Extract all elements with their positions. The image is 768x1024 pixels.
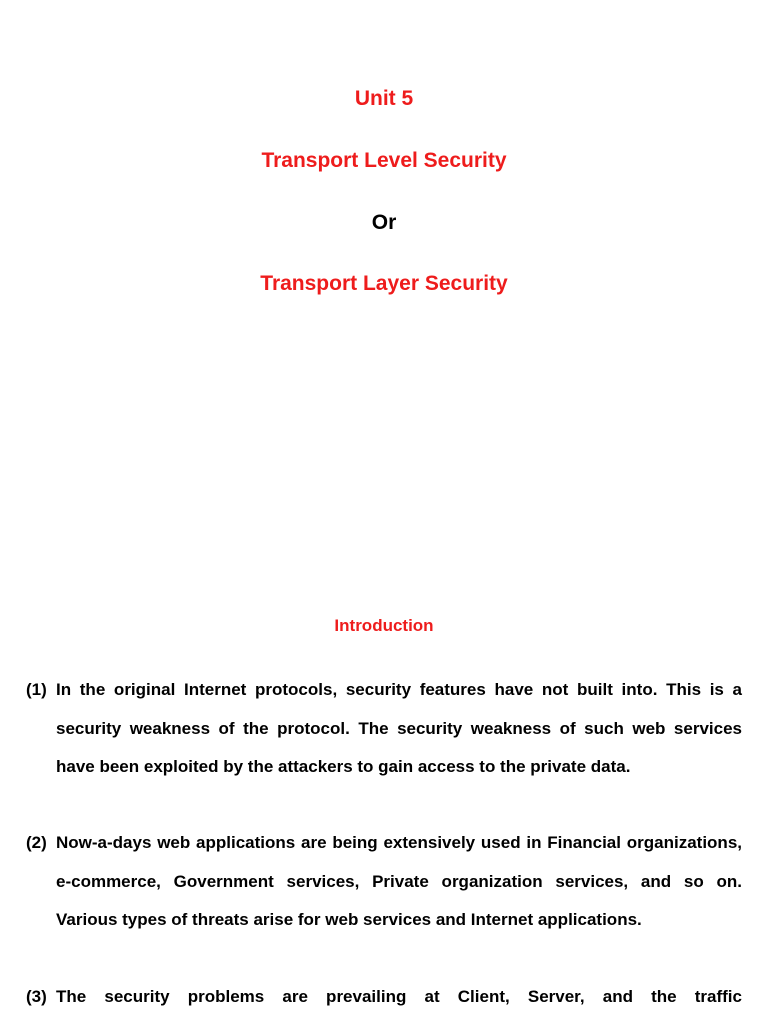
title-transport-level-security: Transport Level Security: [261, 149, 507, 172]
list-item: [26, 671, 742, 787]
introduction-heading: Introduction: [334, 616, 434, 635]
list-item-number: (3): [26, 987, 47, 1006]
list-item: [26, 978, 742, 1017]
unit-heading: Unit 5: [354, 87, 414, 110]
list-item-number: (1): [26, 680, 47, 699]
title-transport-layer-security: Transport Layer Security: [260, 272, 508, 295]
list-item-text: The security problems are prevailing at Client, Server, and the traffic: [56, 987, 742, 1006]
list-item: [26, 824, 742, 940]
list-item-text: In the original Internet protocols, security features have not built into. This is a security weakness of the protocol. The security weakness of such web services have been exploited by the attackers to gain access to the private data.: [56, 680, 742, 776]
list-item-text: Now-a-days web applications are being extensively used in Financial organizations, e-commerce, Government services, Private organization services, and so on. Various types of threats arise for web services and Internet applications.: [56, 833, 742, 929]
list-item-number: (2): [26, 833, 47, 852]
or-text: Or: [371, 211, 397, 234]
